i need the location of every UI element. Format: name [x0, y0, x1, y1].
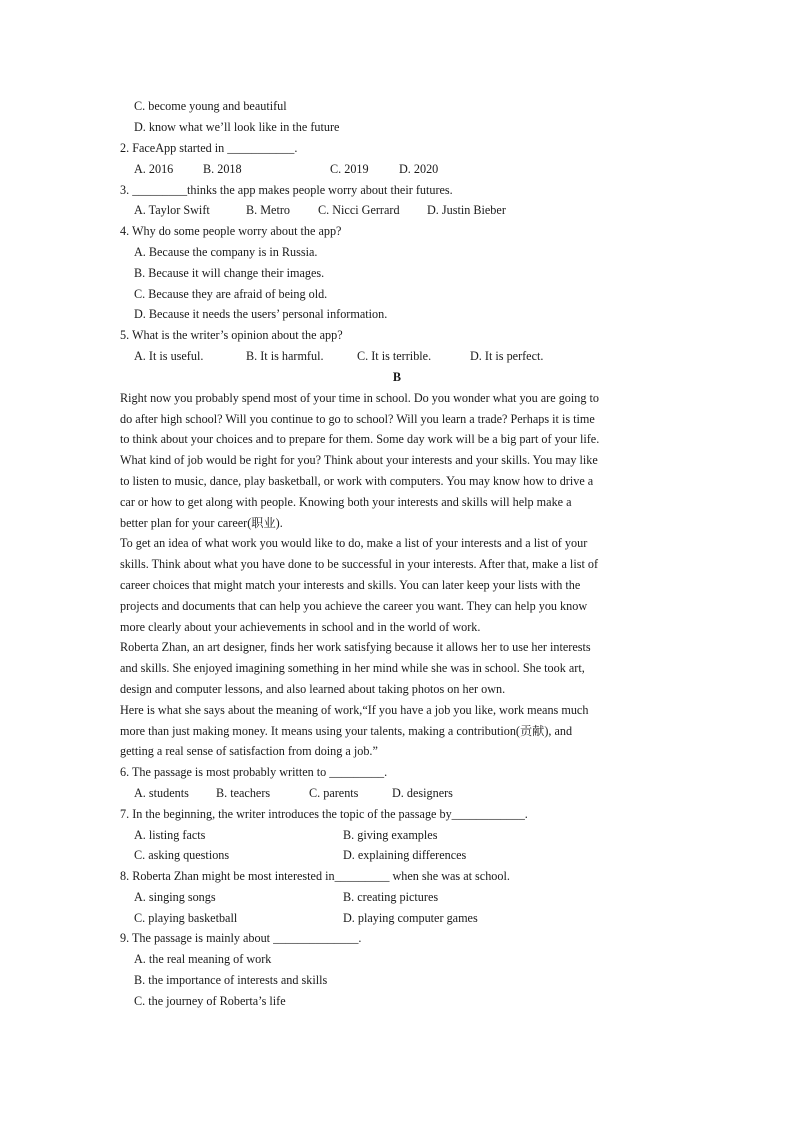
q3-option-a: A. Taylor Swift: [134, 203, 210, 217]
q8-option-b: B. creating pictures: [343, 890, 439, 904]
q5-option-c: C. It is terrible.: [357, 349, 432, 363]
q5-option-b: B. It is harmful.: [246, 349, 324, 363]
q6-option-a: A. students: [134, 786, 189, 800]
q9-option-c: C. the journey of Roberta’s life: [134, 994, 286, 1008]
q7-option-d: D. explaining differences: [343, 848, 467, 862]
section-b-title: B: [392, 370, 402, 384]
q1-option-d: D. know what we’ll look like in the future: [134, 120, 340, 134]
question-3: 3. _________thinks the app makes people worry about their futures.: [120, 183, 453, 197]
passage-line: career choices that might match your interests and skills. You can later keep your lists with the: [120, 578, 581, 592]
q3-option-b: B. Metro: [246, 203, 291, 217]
q7-option-a: A. listing facts: [134, 828, 206, 842]
passage-line: Right now you probably spend most of your time in school. Do you wonder what you are going to: [120, 391, 599, 405]
q2-option-b: B. 2018: [203, 162, 242, 176]
q4-option-b: B. Because it will change their images.: [134, 266, 325, 280]
passage-line: car or how to get along with people. Knowing both your interests and skills will help make a: [120, 495, 572, 509]
passage-line: Here is what she says about the meaning of work,“If you have a job you like, work means much: [120, 703, 589, 717]
passage-line: and skills. She enjoyed imagining something in her mind while she was in school. She took art,: [120, 661, 585, 675]
passage-line: skills. Think about what you have done to be successful in your interests. After that, make a list of: [120, 557, 599, 571]
passage-line: design and computer lessons, and also learned about taking photos on her own.: [120, 682, 506, 696]
q7-option-c: C. asking questions: [134, 848, 230, 862]
question-7: 7. In the beginning, the writer introduces the topic of the passage by____________.: [120, 807, 528, 821]
q5-option-d: D. It is perfect.: [470, 349, 544, 363]
q6-option-c: C. parents: [309, 786, 359, 800]
question-4: 4. Why do some people worry about the app?: [120, 224, 342, 238]
q2-option-a: A. 2016: [134, 162, 174, 176]
q4-option-c: C. Because they are afraid of being old.: [134, 287, 328, 301]
q9-option-a: A. the real meaning of work: [134, 952, 272, 966]
q2-option-d: D. 2020: [399, 162, 439, 176]
question-9: 9. The passage is mainly about ______________.: [120, 931, 362, 945]
passage-line: more clearly about your achievements in school and in the world of work.: [120, 620, 481, 634]
q1-option-c: C. become young and beautiful: [134, 99, 287, 113]
passage-line: Roberta Zhan, an art designer, finds her work satisfying because it allows her to use her interests: [120, 640, 591, 654]
q7-option-b: B. giving examples: [343, 828, 438, 842]
passage-line: projects and documents that can help you achieve the career you want. They can help you know: [120, 599, 588, 613]
question-8: 8. Roberta Zhan might be most interested in_________ when she was at school.: [120, 869, 510, 883]
question-2: 2. FaceApp started in ___________.: [120, 141, 298, 155]
passage-line: What kind of job would be right for you? Think about your interests and your skills. You may like: [120, 453, 598, 467]
question-6: 6. The passage is most probably written to _________.: [120, 765, 388, 779]
q3-option-d: D. Justin Bieber: [427, 203, 506, 217]
q4-option-a: A. Because the company is in Russia.: [134, 245, 318, 259]
passage-line: do after high school? Will you continue to go to school? Will you learn a trade? Perhaps it is time: [120, 412, 595, 426]
q9-option-b: B. the importance of interests and skills: [134, 973, 328, 987]
q8-option-c: C. playing basketball: [134, 911, 238, 925]
passage-line: better plan for your career(职业).: [120, 516, 283, 530]
q8-option-a: A. singing songs: [134, 890, 216, 904]
q8-option-d: D. playing computer games: [343, 911, 478, 925]
passage-line: to listen to music, dance, play basketball, or work with computers. You may know how to drive a: [120, 474, 594, 488]
q3-option-c: C. Nicci Gerrard: [318, 203, 400, 217]
passage-line: to think about your choices and to prepare for them. Some day work will be a big part of your life.: [120, 432, 600, 446]
question-5: 5. What is the writer’s opinion about the app?: [120, 328, 343, 342]
q5-option-a: A. It is useful.: [134, 349, 204, 363]
q6-option-b: B. teachers: [216, 786, 271, 800]
q2-option-c: C. 2019: [330, 162, 369, 176]
q6-option-d: D. designers: [392, 786, 453, 800]
passage-line: more than just making money. It means using your talents, making a contribution(贡献), and: [120, 724, 573, 738]
q4-option-d: D. Because it needs the users’ personal information.: [134, 307, 388, 321]
passage-line: To get an idea of what work you would like to do, make a list of your interests and a list of your: [120, 536, 588, 550]
passage-line: getting a real sense of satisfaction from doing a job.”: [120, 744, 378, 758]
